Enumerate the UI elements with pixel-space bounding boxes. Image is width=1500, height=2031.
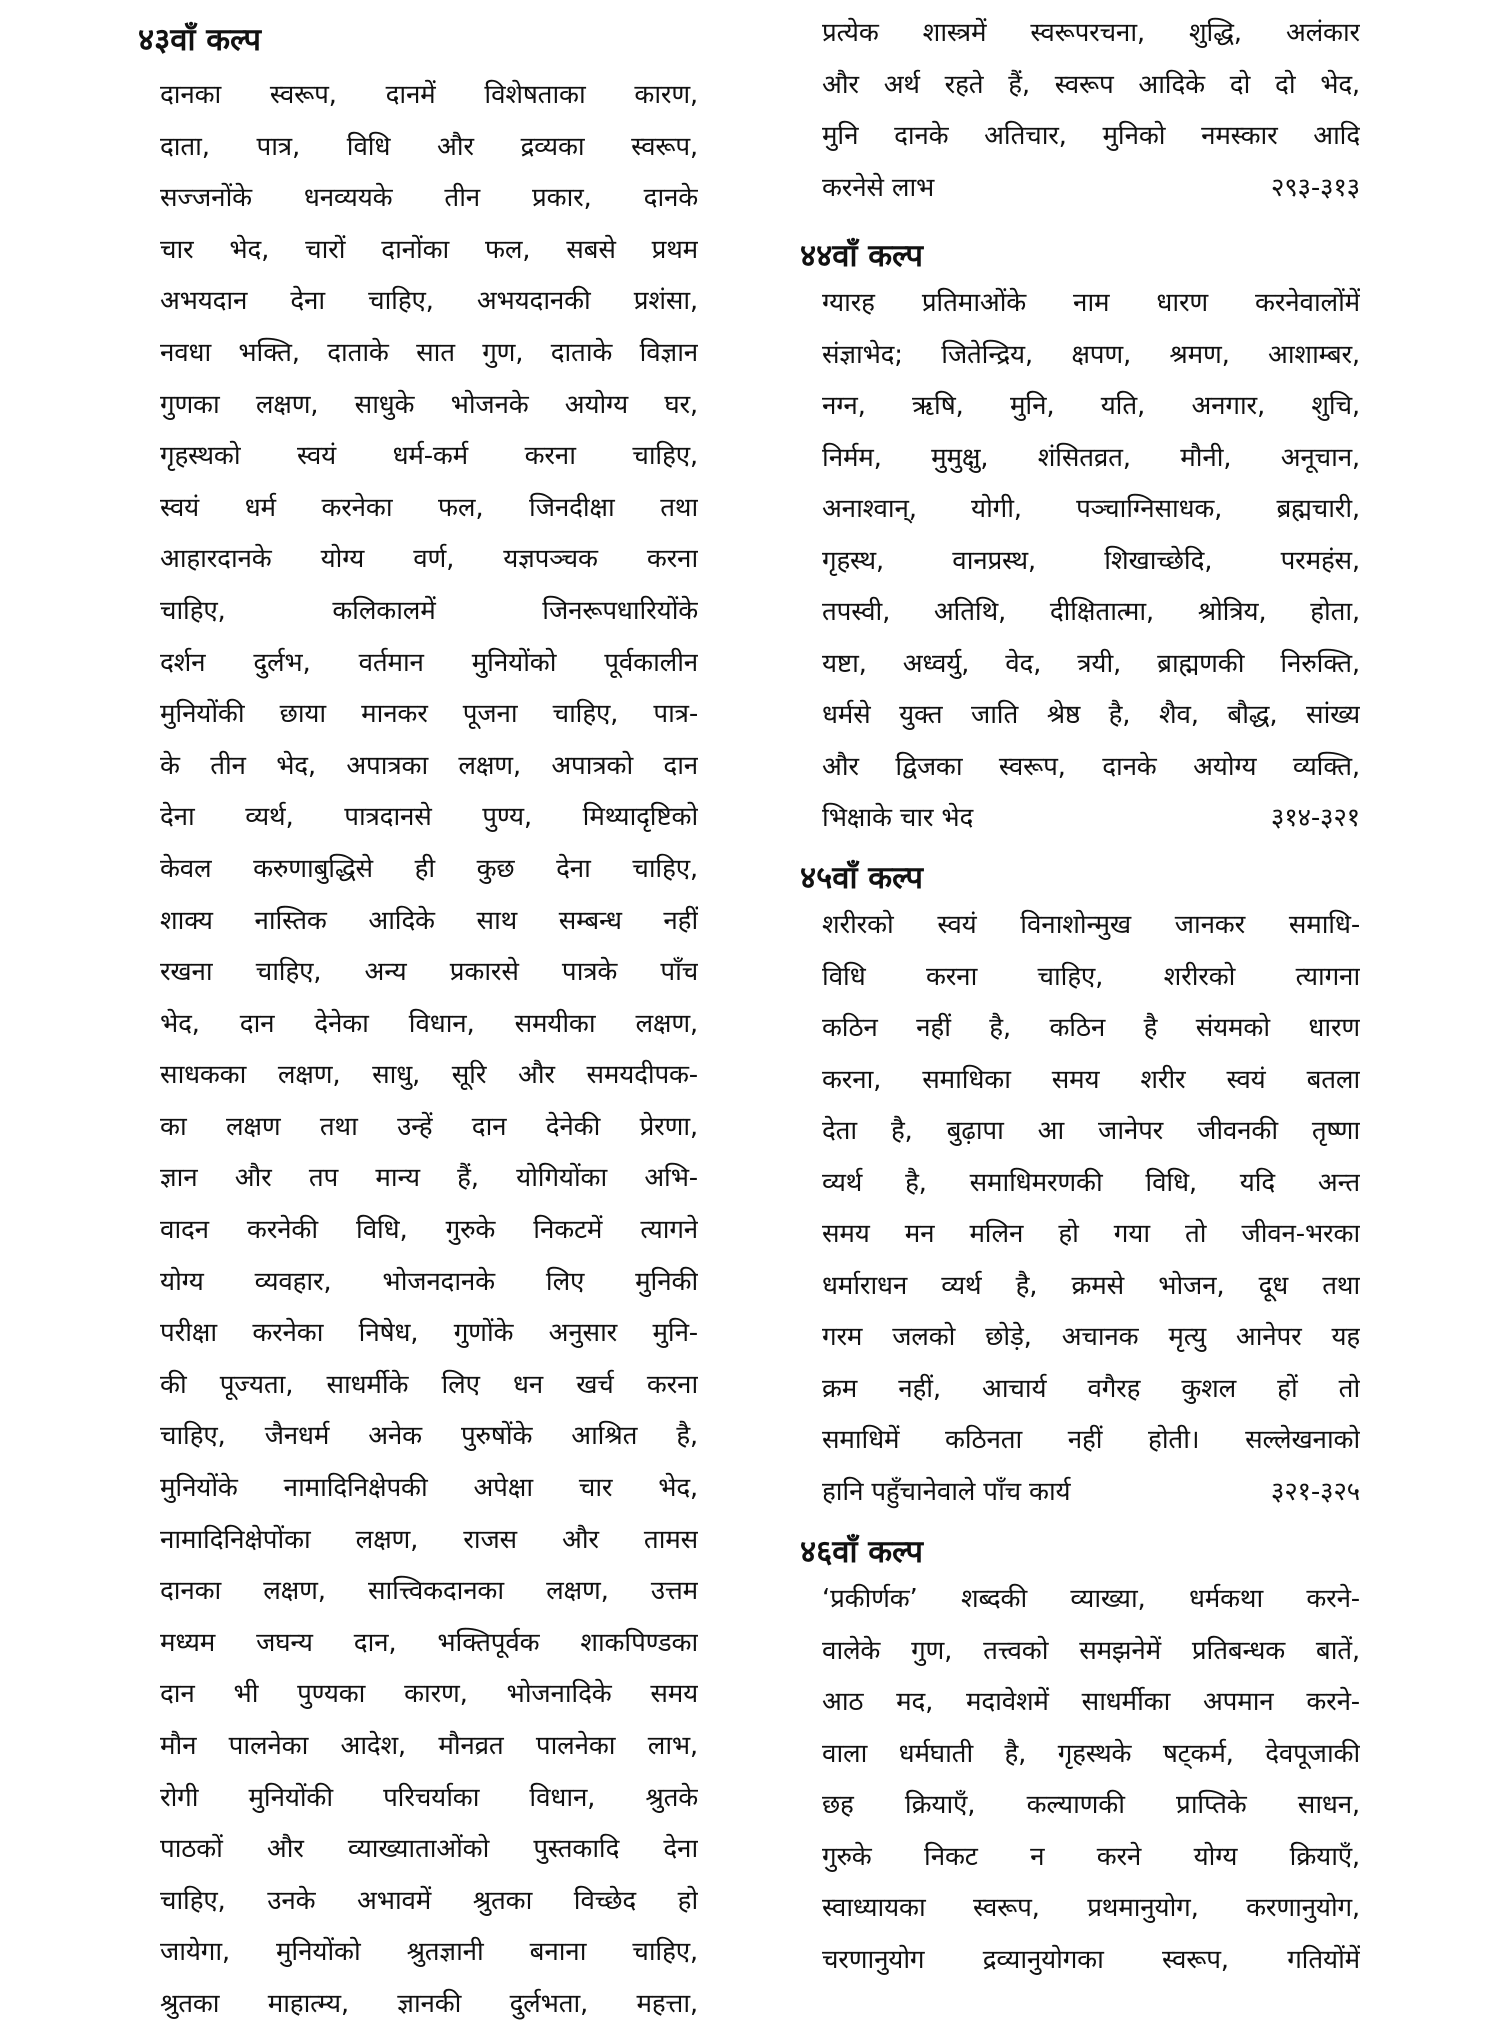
text-line: ‘प्रकीर्णक’ शब्दकी व्याख्या, धर्मकथा करने- — [822, 1584, 1360, 1614]
text-line: और अर्थ रहते हैं, स्वरूप आदिके दो दो भेद, — [822, 69, 1360, 100]
reference-line — [822, 163, 1360, 215]
text-line: रखना चाहिए, अन्य प्रकारसे पात्रके पाँच — [160, 957, 698, 988]
text-line: का लक्षण तथा उन्हें दान देनेकी प्रेरणा, — [160, 1111, 698, 1142]
text-line: दर्शन दुर्लभ, वर्तमान मुनियोंको पूर्वकालीन — [160, 647, 698, 678]
text-line: नवधा भक्ति, दाताके सात गुण, दाताके विज्ञान — [160, 337, 698, 368]
text-line: मुनियोंके नामादिनिक्षेपकी अपेक्षा चार भेद, — [160, 1473, 698, 1504]
text-line: देता है, बुढ़ापा आ जानेपर जीवनकी तृष्णा — [822, 1116, 1360, 1146]
last-text-line: करनेसे लाभ — [822, 172, 935, 203]
text-line: परीक्षा करनेका निषेध, गुणोंके अनुसार मुनि- — [160, 1318, 698, 1349]
page-range: ३१४-३२१ — [1270, 803, 1360, 833]
text-line: गुरुके निकट न करने योग्य क्रियाएँ, — [822, 1841, 1360, 1872]
section-45-body — [822, 900, 1360, 1518]
section-46 — [800, 1530, 1360, 1986]
text-line: गुणका लक्षण, साधुके भोजनके अयोग्य घर, — [160, 389, 698, 420]
text-line: पाठकों और व्याख्याताओंको पुस्तकादि देना — [160, 1834, 698, 1865]
text-line: गृहस्थको स्वयं धर्म-कर्म करना चाहिए, — [160, 441, 698, 472]
text-line: देना व्यर्थ, पात्रदानसे पुण्य, मिथ्यादृष्टिको — [160, 802, 698, 833]
section-46-body — [822, 1574, 1360, 1986]
text-line: भेद, दान देनेका विधान, समयीका लक्षण, — [160, 1008, 698, 1039]
text-line: केवल करुणाबुद्धिसे ही कुछ देना चाहिए, — [160, 853, 698, 884]
text-line: मुनि दानके अतिचार, मुनिको नमस्कार आदि — [822, 121, 1360, 151]
text-line: तपस्वी, अतिथि, दीक्षितात्मा, श्रोत्रिय, होता, — [822, 597, 1360, 627]
text-line: धर्माराधन व्यर्थ है, क्रमसे भोजन, दूध तथा — [822, 1270, 1360, 1301]
text-line: वाला धर्मघाती है, गृहस्थके षट्कर्म, देवपूजाकी — [822, 1738, 1360, 1769]
text-line: स्वाध्यायका स्वरूप, प्रथमानुयोग, करणानुयोग, — [822, 1893, 1360, 1923]
text-line: जायेगा, मुनियोंको श्रुतज्ञानी बनाना चाहिए, — [160, 1937, 698, 1968]
text-line: गृहस्थ, वानप्रस्थ, शिखाच्छेदि, परमहंस, — [822, 545, 1360, 576]
text-line: अनाश्वान्, योगी, पञ्चाग्निसाधक, ब्रह्मचारी, — [822, 494, 1360, 524]
text-line: मध्यम जघन्य दान, भक्तिपूर्वक शाकपिण्डका — [160, 1627, 698, 1658]
text-line: चरणानुयोग द्रव्यानुयोगका स्वरूप, गतियोंमें — [822, 1944, 1360, 1975]
text-line: क्रम नहीं, आचार्य वगैरह कुशल हों तो — [822, 1373, 1360, 1404]
text-line: गरम जलको छोड़े, अचानक मृत्यु आनेपर यह — [822, 1322, 1360, 1352]
text-line: अभयदान देना चाहिए, अभयदानकी प्रशंसा, — [160, 286, 698, 317]
section-45-heading: ४५वाँ कल्प — [800, 860, 924, 896]
text-line: चाहिए, कलिकालमें जिनरूपधारियोंके — [160, 595, 698, 626]
text-line: छह क्रियाएँ, कल्याणकी प्राप्तिके साधन, — [822, 1790, 1360, 1820]
last-text-line: हानि पहुँचानेवाले पाँच कार्य — [822, 1476, 1071, 1507]
text-line: व्यर्थ है, समाधिमरणकी विधि, यदि अन्त — [822, 1167, 1360, 1198]
section-44 — [800, 234, 1360, 845]
text-line: रोगी मुनियोंकी परिचर्याका विधान, श्रुतके — [160, 1782, 698, 1813]
section-45 — [800, 856, 1360, 1518]
section-43-heading: ४३वाँ कल्प — [138, 22, 262, 58]
section-43-body — [160, 70, 698, 2031]
page-range: २९३-३१३ — [1270, 172, 1360, 203]
text-line: मौन पालनेका आदेश, मौनव्रत पालनेका लाभ, — [160, 1731, 698, 1761]
text-line: निर्मम, मुमुक्षु, शंसितव्रत, मौनी, अनूचान, — [822, 442, 1360, 473]
text-line: मुनियोंकी छाया मानकर पूजना चाहिए, पात्र- — [160, 699, 698, 730]
reference-line — [822, 793, 1360, 845]
section-44-heading: ४४वाँ कल्प — [800, 238, 924, 274]
text-line: के तीन भेद, अपात्रका लक्षण, अपात्रको दान — [160, 750, 698, 781]
last-text-line: भिक्षाके चार भेद — [822, 803, 974, 833]
text-line: चाहिए, उनके अभावमें श्रुतका विच्छेद हो — [160, 1885, 698, 1916]
text-line: विधि करना चाहिए, शरीरको त्यागना — [822, 961, 1360, 992]
text-line: स्वयं धर्म करनेका फल, जिनदीक्षा तथा — [160, 492, 698, 523]
text-line: नग्न, ऋषि, मुनि, यति, अनगार, शुचि, — [822, 391, 1360, 421]
text-line: समाधिमें कठिनता नहीं होती। सल्लेखनाको — [822, 1425, 1360, 1455]
text-line: चाहिए, जैनधर्म अनेक पुरुषोंके आश्रित है, — [160, 1421, 698, 1452]
text-line: वादन करनेकी विधि, गुरुके निकटमें त्यागने — [160, 1215, 698, 1246]
text-line: दाता, पात्र, विधि और द्रव्यका स्वरूप, — [160, 131, 698, 162]
text-line: की पूज्यता, साधर्मीके लिए धन खर्च करना — [160, 1369, 698, 1400]
text-line: योग्य व्यवहार, भोजनदानके लिए मुनिकी — [160, 1266, 698, 1297]
text-line: यष्टा, अध्वर्यु, वेद, त्रयी, ब्राह्मणकी निरुक्ति, — [822, 648, 1360, 679]
text-line: सज्जनोंके धनव्ययके तीन प्रकार, दानके — [160, 183, 698, 214]
section-43 — [138, 18, 698, 2031]
text-line: कठिन नहीं है, कठिन है संयमको धारण — [822, 1013, 1360, 1043]
text-line: ग्यारह प्रतिमाओंके नाम धारण करनेवालोंमें — [822, 288, 1360, 318]
text-line: श्रुतका माहात्म्य, ज्ञानकी दुर्लभता, महत्ता, — [160, 1988, 698, 2019]
text-line: वालेके गुण, तत्त्वको समझनेमें प्रतिबन्धक बातें, — [822, 1635, 1360, 1666]
reference-line — [822, 1467, 1360, 1519]
section-43-continuation-body — [822, 8, 1360, 214]
section-44-body — [822, 278, 1360, 845]
text-line: आठ मद, मदावेशमें साधर्मीका अपमान करने- — [822, 1687, 1360, 1717]
text-line: आहारदानके योग्य वर्ण, यज्ञपञ्चक करना — [160, 544, 698, 575]
text-line: चार भेद, चारों दानोंका फल, सबसे प्रथम — [160, 234, 698, 265]
section-46-heading: ४६वाँ कल्प — [800, 1534, 924, 1570]
text-line: दानका लक्षण, सात्त्विकदानका लक्षण, उत्तम — [160, 1576, 698, 1607]
text-line: और द्विजका स्वरूप, दानके अयोग्य व्यक्ति, — [822, 751, 1360, 782]
text-line: दान भी पुण्यका कारण, भोजनादिके समय — [160, 1679, 698, 1710]
text-line: प्रत्येक शास्त्रमें स्वरूपरचना, शुद्धि, अलंकार — [822, 18, 1360, 48]
text-line: साधकका लक्षण, साधु, सूरि और समयदीपक- — [160, 1060, 698, 1091]
section-43-continuation — [800, 8, 1360, 214]
text-line: धर्मसे युक्त जाति श्रेष्ठ है, शैव, बौद्ध, सांख्य — [822, 700, 1360, 730]
text-line: नामादिनिक्षेपोंका लक्षण, राजस और तामस — [160, 1524, 698, 1555]
page-range: ३२१-३२५ — [1270, 1476, 1360, 1507]
text-line: दानका स्वरूप, दानमें विशेषताका कारण, — [160, 80, 698, 110]
text-line: संज्ञाभेद; जितेन्द्रिय, क्षपण, श्रमण, आशाम्बर, — [822, 339, 1360, 370]
text-line: ज्ञान और तप मान्य हैं, योगियोंका अभि- — [160, 1163, 698, 1194]
text-line: समय मन मलिन हो गया तो जीवन-भरका — [822, 1219, 1360, 1249]
text-line: शाक्य नास्तिक आदिके साथ सम्बन्ध नहीं — [160, 905, 698, 936]
text-line: करना, समाधिका समय शरीर स्वयं बतला — [822, 1064, 1360, 1095]
text-line: शरीरको स्वयं विनाशोन्मुख जानकर समाधि- — [822, 910, 1360, 940]
